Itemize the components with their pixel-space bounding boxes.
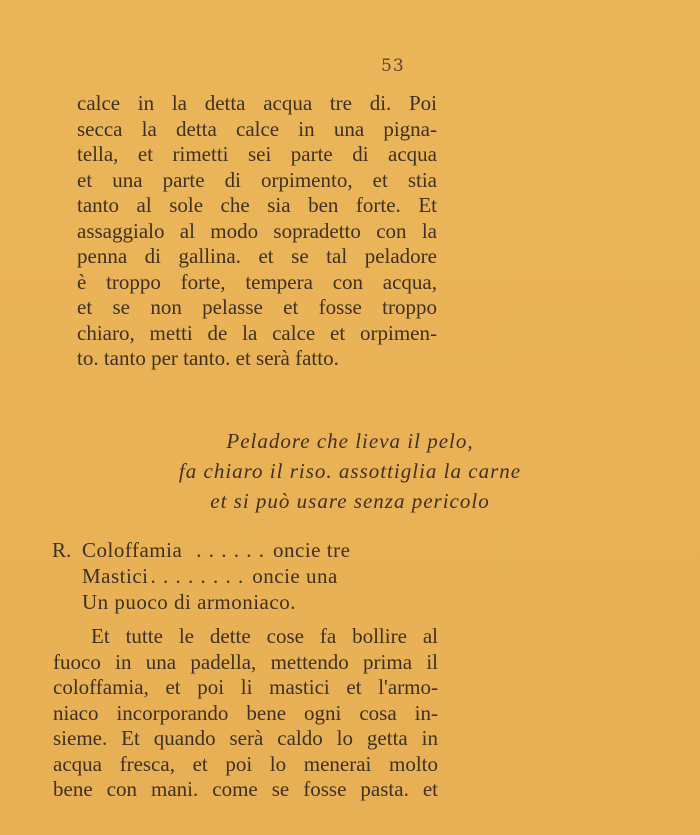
text-line: coloffamia, et poi li mastici et l'armo- <box>53 675 438 699</box>
ingredient-name: Coloffamia <box>82 538 183 562</box>
ingredient-quantity: oncie una <box>252 564 338 588</box>
page-number: 53 <box>381 56 405 76</box>
text-line: tella, et rimetti sei parte di acqua <box>77 142 437 166</box>
text-line: fuoco in una padella, mettendo prima il <box>53 649 438 674</box>
recipe-heading <box>40 426 660 516</box>
ingredient-row <box>52 589 432 615</box>
ingredient-extra: Un puoco di armoniaco. <box>82 590 296 614</box>
text-line: et una parte di orpimento, et stia <box>77 167 437 192</box>
ingredient-name: Mastici <box>82 564 149 588</box>
paragraph-top <box>77 91 437 372</box>
heading-line: Peladore che lieva il pelo, <box>226 429 474 453</box>
text-line: calce in la detta acqua tre di. Poi <box>77 91 437 115</box>
ingredient-row <box>52 563 432 589</box>
ingredient-quantity: oncie tre <box>273 538 351 562</box>
recipe-prefix: R. <box>52 538 72 562</box>
text-line: assaggialo al modo sopradetto con la <box>77 218 437 243</box>
text-line: chiaro, metti de la calce et orpimen- <box>77 320 437 345</box>
text-line: secca la detta calce in una pigna- <box>77 116 437 141</box>
text-line: niaco incorporando bene ogni cosa in- <box>53 700 438 725</box>
text-line: penna di gallina. et se tal peladore <box>77 244 437 268</box>
paragraph-bottom <box>53 624 438 803</box>
heading-line: fa chiaro il riso. assottiglia la carne <box>178 459 522 483</box>
ingredient-list <box>52 537 432 615</box>
leader-dots: . . . . . . . . <box>150 564 245 588</box>
text-line: sieme. Et quando serà caldo lo getta in <box>53 726 438 750</box>
text-line: et se non pelasse et fosse troppo <box>77 295 437 319</box>
text-line: Et tutte le dette cose fa bollire al <box>91 624 438 648</box>
text-line: tanto al sole che sia ben forte. Et <box>77 193 437 217</box>
text-line: acqua fresca, et poi lo menerai molto <box>53 751 438 776</box>
text-line: è troppo forte, tempera con acqua, <box>77 269 437 294</box>
leader-dots: . . . . . . <box>196 538 266 562</box>
heading-line: et si può usare senza pericolo <box>210 489 490 513</box>
text-line: to. tanto per tanto. et serà fatto. <box>77 346 339 370</box>
ingredient-row <box>52 537 432 563</box>
text-line: bene con mani. come se fosse pasta. et <box>53 777 438 801</box>
